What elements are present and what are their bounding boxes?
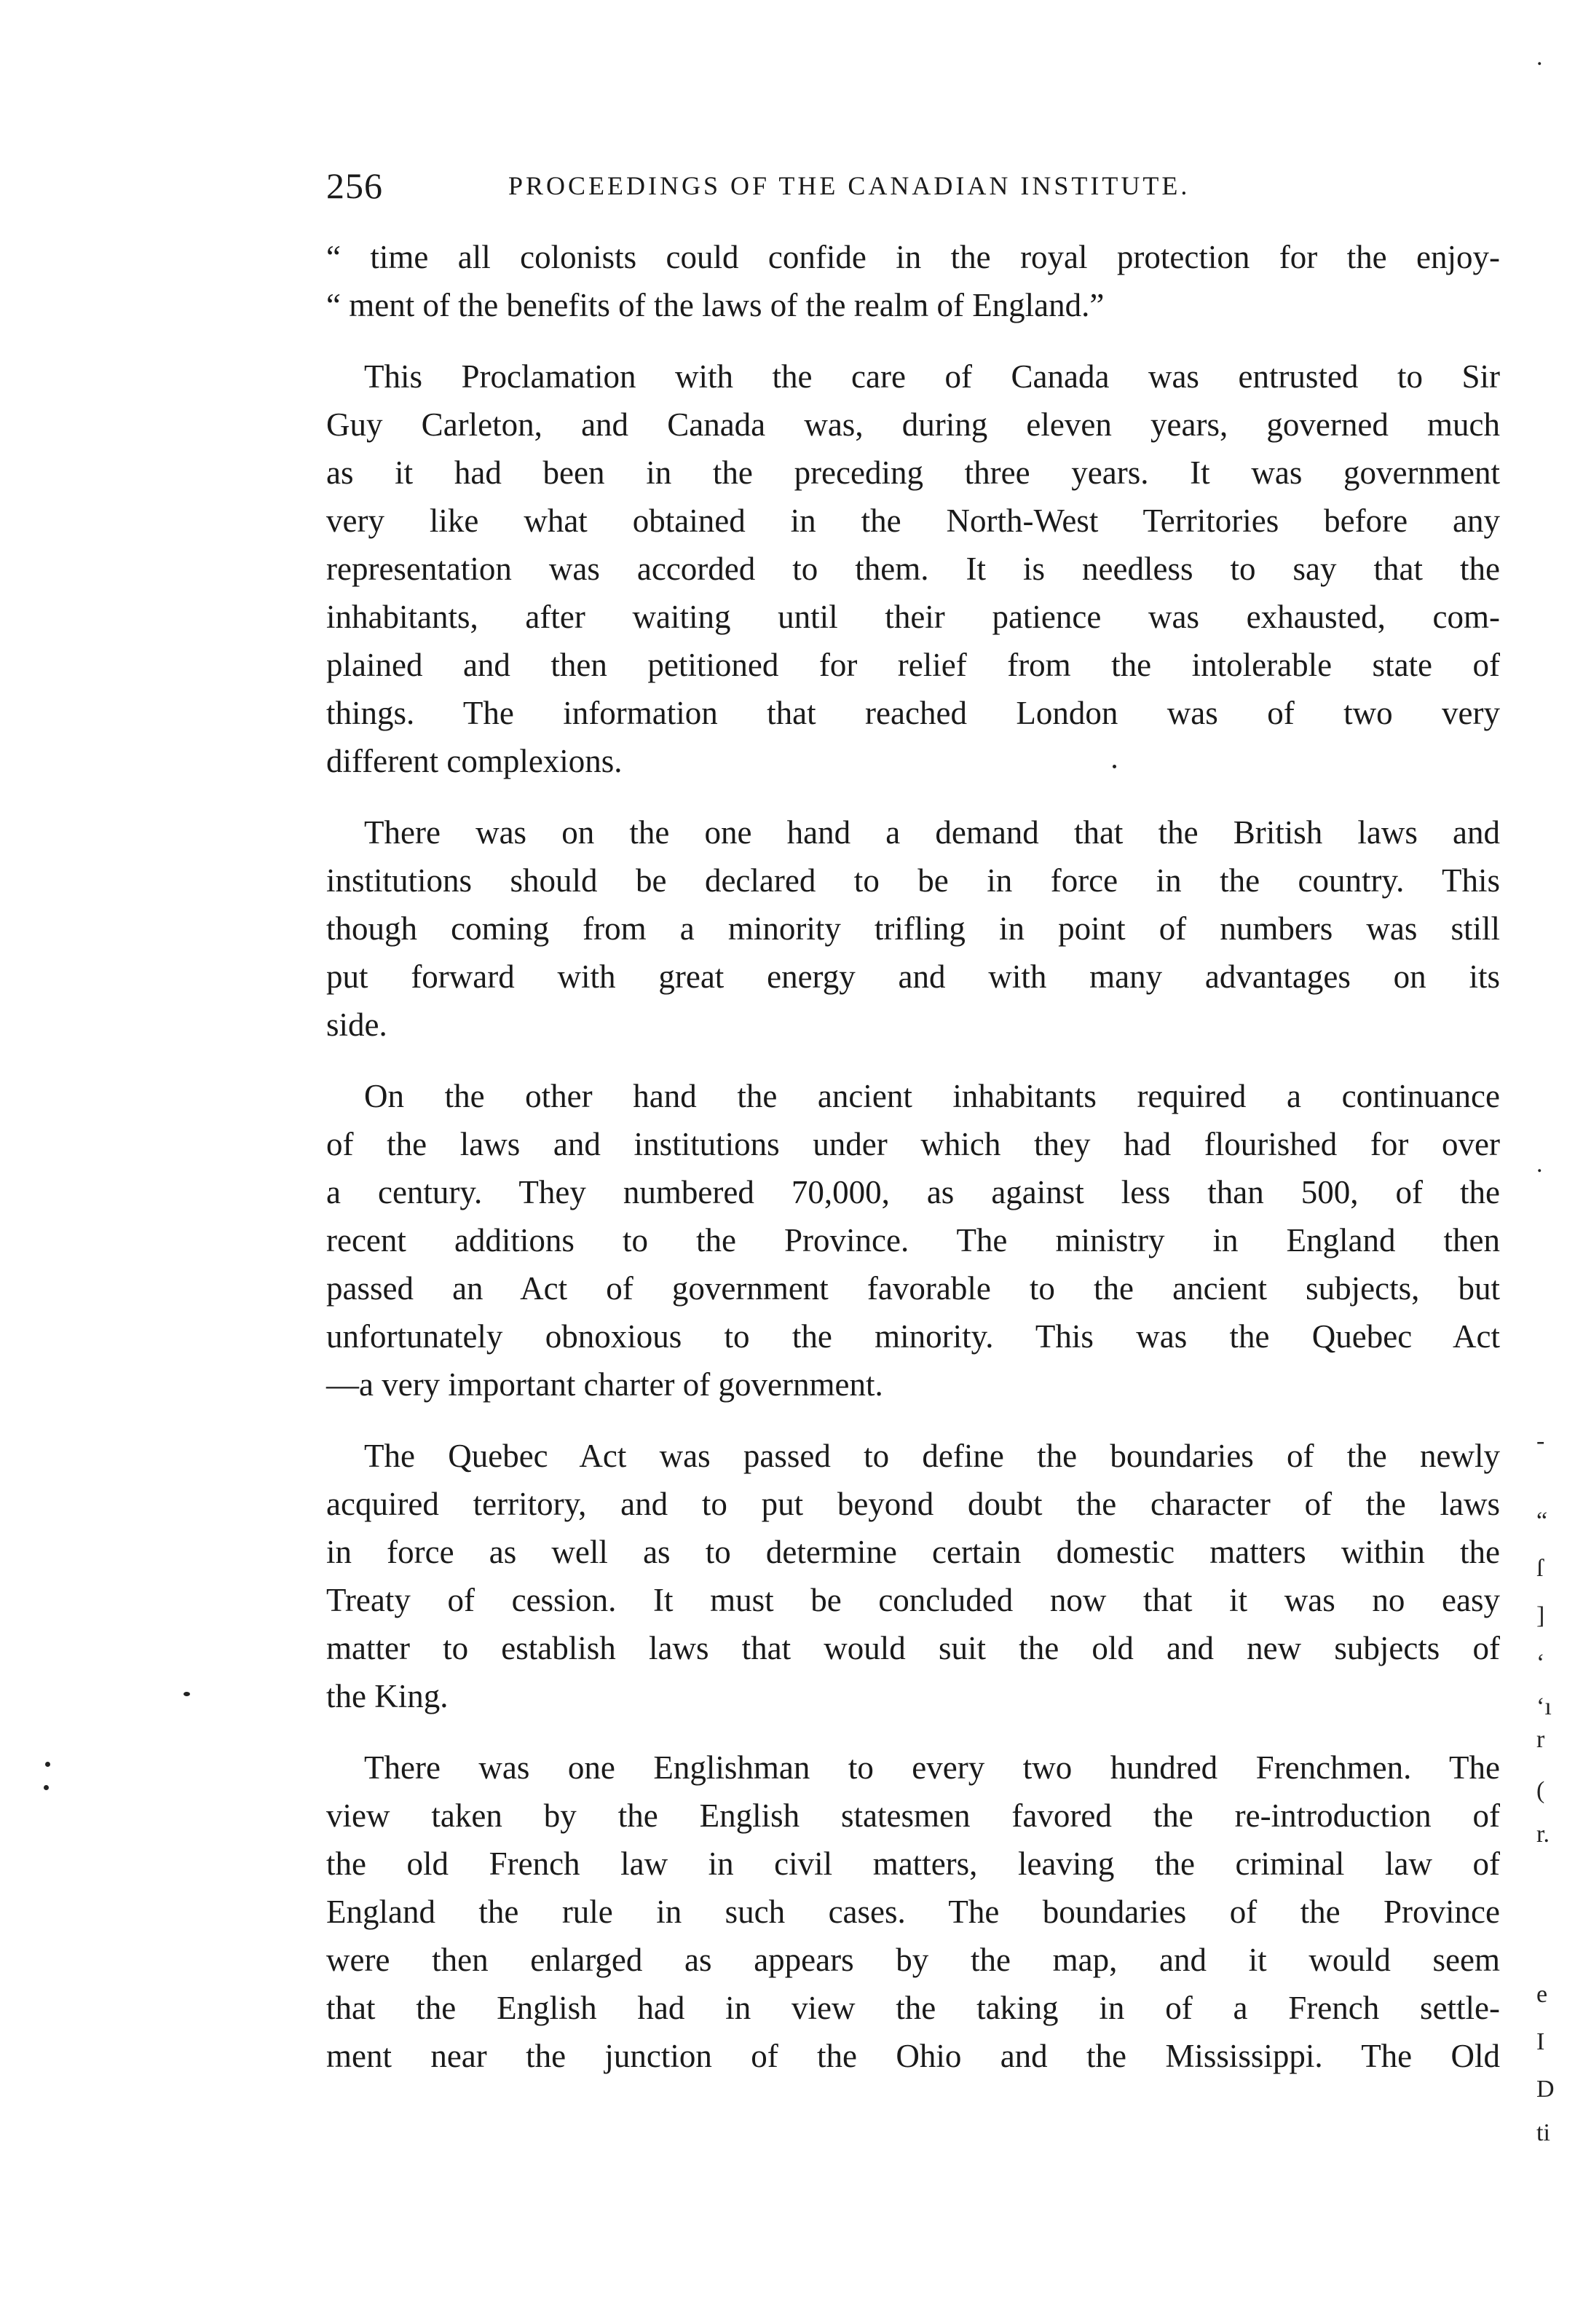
paragraph [326,1072,1500,1409]
text-line: were then enlarged as appears by the map, and it would seem [326,1942,1500,1978]
ink-speck [1113,765,1116,768]
page-header [326,165,1506,208]
text-line: the old French law in civil matters, leaving the criminal law of [326,1846,1500,1882]
paragraph [326,1744,1500,2080]
text-line: Treaty of cession. It must be concluded now that it was no easy [326,1582,1500,1618]
margin-mark: ‘ı [1536,1693,1552,1720]
margin-mark: D [1536,2076,1555,2103]
paragraph [326,808,1500,1049]
text-line: in force as well as to determine certain domestic matters within the [326,1534,1500,1570]
text-line: the King. [326,1678,449,1714]
margin-mark: ti [1536,2119,1550,2146]
paragraph [326,352,1500,785]
text-line: matter to establish laws that would suit the old and new subjects of [326,1630,1500,1666]
text-line: of the laws and institutions under which they had flourished for over [326,1126,1500,1162]
text-line: that the English had in view the taking in of a French settle- [326,1990,1500,2026]
right-margin-bleed-through [1536,44,1573,2156]
text-line: passed an Act of government favorable to the ancient subjects, but [326,1270,1500,1307]
margin-mark: . [1536,1151,1543,1178]
ink-speck [44,1785,49,1790]
text-line: plained and then petitioned for relief from the intolerable state of [326,647,1500,683]
text-line: acquired territory, and to put beyond doubt the character of the laws [326,1486,1500,1522]
text-line: a century. They numbered 70,000, as against less than 500, of the [326,1174,1500,1210]
margin-mark: I [1536,2028,1545,2055]
text-line: “ ment of the benefits of the laws of the realm of England.” [326,287,1105,323]
margin-mark: e [1536,1981,1548,2008]
margin-mark: r. [1536,1821,1550,1848]
text-line: On the other hand the ancient inhabitants required a continuance [364,1078,1500,1114]
margin-mark: ſ [1536,1555,1544,1582]
text-line: view taken by the English statesmen favored the re-introduction of [326,1797,1500,1834]
page-number: 256 [326,165,383,206]
body-text [326,233,1500,2103]
margin-mark: r [1536,1726,1545,1753]
margin-mark: ‘ [1536,1650,1545,1677]
margin-mark: ] [1536,1602,1545,1629]
text-line: ment near the junction of the Ohio and the Mississippi. The Old [326,2038,1500,2074]
paragraph [326,233,1500,329]
margin-mark: - [1536,1427,1545,1454]
running-title: PROCEEDINGS OF THE CANADIAN INSTITUTE. [508,171,1191,200]
text-line: unfortunately obnoxious to the minority. This was the Quebec Act [326,1318,1500,1355]
text-line: There was on the one hand a demand that the British laws and [364,814,1500,851]
text-line: —a very important charter of government. [326,1366,883,1403]
text-line: put forward with great energy and with many advantages on its [326,958,1500,995]
text-line: “ time all colonists could confide in the royal protection for the enjoy- [326,239,1500,275]
ink-speck [45,1762,50,1767]
text-line: different complexions. [326,743,623,779]
text-line: England the rule in such cases. The boundaries of the Province [326,1894,1500,1930]
text-line: institutions should be declared to be in force in the country. This [326,862,1500,899]
text-line: The Quebec Act was passed to define the boundaries of the newly [364,1438,1500,1474]
margin-mark: ( [1536,1777,1545,1804]
text-line: recent additions to the Province. The ministry in England then [326,1222,1500,1258]
text-line: representation was accorded to them. It is needless to say that the [326,551,1500,587]
paragraph [326,1432,1500,1720]
text-line: This Proclamation with the care of Canada was entrusted to Sir [364,358,1500,395]
text-line: as it had been in the preceding three years. It was government [326,454,1500,491]
text-line: There was one Englishman to every two hundred Frenchmen. The [364,1749,1500,1786]
text-line: side. [326,1007,387,1043]
text-line: very like what obtained in the North-West Territories before any [326,503,1500,539]
text-line: things. The information that reached London was of two very [326,695,1500,731]
ink-speck [183,1692,190,1696]
margin-mark: . [1536,44,1543,71]
margin-mark: “ [1536,1508,1548,1535]
text-line: Guy Carleton, and Canada was, during eleven years, governed much [326,406,1500,443]
text-line: inhabitants, after waiting until their patience was exhausted, com- [326,599,1500,635]
text-line: though coming from a minority trifling in point of numbers was still [326,910,1500,947]
